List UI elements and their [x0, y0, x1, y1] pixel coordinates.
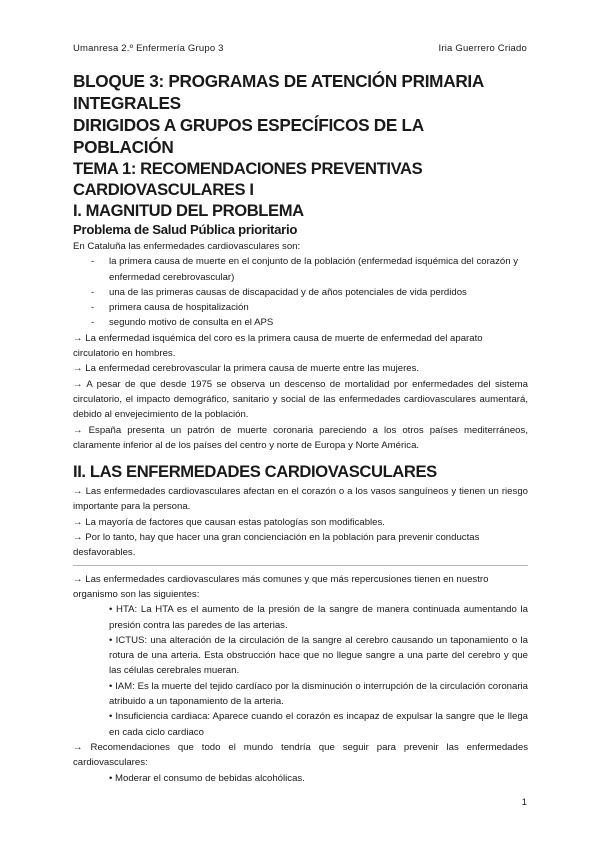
section-2-heading: II. LAS ENFERMEDADES CARDIOVASCULARES: [73, 462, 437, 482]
section-1-subheading: Problema de Salud Pública prioritario: [73, 222, 298, 237]
header-course: Umanresa 2.º Enfermería Grupo 3: [73, 43, 224, 54]
disease-item: • IAM: Es la muerte del tejido cardíaco por la disminución o interrupción de la circulación coronaria atribuido a un taponamiento de la arteria.: [109, 680, 528, 708]
header-author: Iria Guerrero Criado: [438, 43, 527, 54]
list-item: - la primera causa de muerte en el conjunto de la población (enfermedad isquémica del corazón y enfermedad cerebrovascular): [91, 256, 519, 283]
list-item: - una de las primeras causas de discapacidad y de años potenciales de vida perdidos: [73, 285, 528, 300]
paragraph: → A pesar de que desde 1975 se observa un descenso de mortalidad por enfermedades del sistema circulatorio, el impacto demográfico, sanitario y social de las enfermedades cardiovasculares aumentará, debido al envejecimiento de la población.: [73, 378, 528, 421]
cv-facts-list: [73, 254, 528, 330]
document-body: [73, 70, 528, 786]
disease-item: • Insuficiencia cardiaca: Aparece cuando el corazón es incapaz de expulsar la sangre que le llega en cada ciclo cardiaco: [109, 711, 528, 738]
dash-marker: -: [91, 317, 95, 329]
list-item: - primera causa de hospitalización: [73, 300, 528, 315]
block-title: [73, 70, 528, 158]
dash-marker: -: [91, 256, 95, 268]
disease-item: • ICTUS: una alteración de la circulación de la sangre al cerebro causando un taponamiento o la rotura de una arteria. Esta obstrucción hace que no llegue sangre a una parte del cerebro y que las células cerebrales mueran.: [109, 634, 528, 677]
tema-title: TEMA 1: RECOMENDACIONES PREVENTIVAS CARDIOVASCULARES I: [73, 159, 423, 199]
block-title-line2: DIRIGIDOS A GRUPOS ESPECÍFICOS DE LA POBLACIÓN: [73, 115, 424, 157]
paragraph: → Por lo tanto, hay que hacer una gran concienciación en la población para prevenir conductas desfavorables.: [73, 532, 480, 559]
paragraph: → La enfermedad isquémica del coro es la primera causa de muerte de enfermedad del aparato circulatorio en hombres.: [73, 332, 483, 360]
paragraph: → Las enfermedades cardiovasculares más comunes y que más repercusiones tienen en nuestro organismo son las siguientes:: [73, 573, 489, 600]
paragraph: → Las enfermedades cardiovasculares afectan en el corazón o a los vasos sanguíneos y tienen un riesgo importante para la persona.: [73, 486, 528, 513]
paragraph: → España presenta un patrón de muerte coronaria pareciendo a los otros países mediterráneos, claramente inferior al de los países del centro y norte de Europa y Norte América.: [73, 424, 528, 451]
page-number: 1: [521, 797, 527, 808]
list-item: - segundo motivo de consulta en el APS: [73, 315, 528, 330]
recommendation-item: • Moderar el consumo de bebidas alcohólicas.: [109, 772, 305, 784]
section-1-heading: I. MAGNITUD DEL PROBLEMA: [73, 201, 304, 220]
block-title-line1: BLOQUE 3: PROGRAMAS DE ATENCIÓN PRIMARIA INTEGRALES: [73, 71, 484, 113]
divider: [73, 565, 528, 566]
paragraph: → Recomendaciones que todo el mundo tendría que seguir para prevenir las enfermedades cardiovasculares:: [73, 741, 528, 769]
disease-item: • HTA: La HTA es el aumento de la presión de la sangre de manera continuada aumentando la presión contra las paredes de las arterias.: [109, 604, 528, 631]
dash-marker: -: [91, 302, 95, 314]
dash-marker: -: [91, 286, 95, 298]
paragraph: → La enfermedad cerebrovascular la primera causa de muerte entre las mujeres.: [73, 363, 420, 375]
section-1-intro: En Cataluña las enfermedades cardiovasculares son:: [73, 241, 301, 252]
paragraph: → La mayoría de factores que causan estas patologías son modificables.: [73, 516, 385, 528]
